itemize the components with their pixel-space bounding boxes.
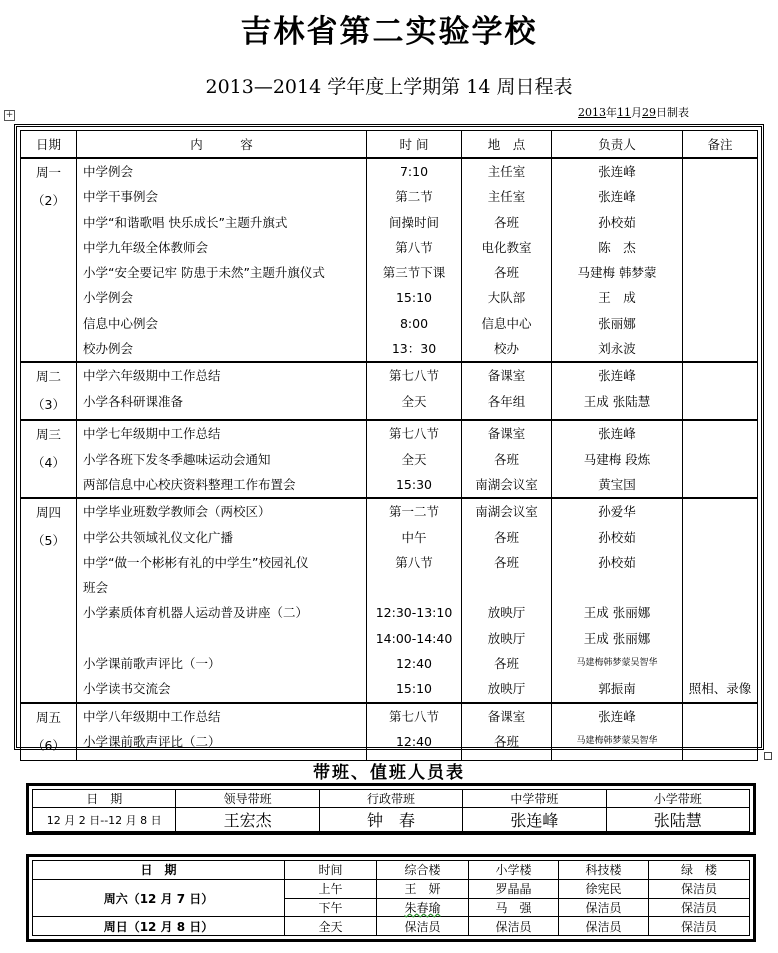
duty-date-range: 12 月 2 日--12 月 8 日: [33, 808, 176, 832]
schedule-time-line: 第八节: [395, 239, 433, 255]
weekend-cell: 下午: [285, 898, 377, 917]
schedule-person-line: 王成 张丽娜: [583, 605, 651, 621]
schedule-place-line: 各班: [493, 733, 519, 749]
weekend-header-building-1: 综合楼: [377, 861, 469, 880]
schedule-day-number: （2）: [32, 193, 65, 208]
schedule-person-cell: [552, 498, 683, 702]
schedule-table: [20, 130, 758, 761]
schedule-time-line: [367, 575, 461, 600]
schedule-content-line: 中学八年级期中工作总结: [83, 708, 221, 724]
schedule-time-line: 12:40: [395, 656, 433, 672]
schedule-person-line: 张连峰: [598, 164, 636, 179]
weekend-cell: 保洁员: [649, 879, 750, 898]
weekend-header-building-3: 科技楼: [559, 861, 649, 880]
schedule-content-line: 中学七年级期中工作总结: [83, 426, 221, 442]
schedule-person-line: 马建梅韩梦蒙吴智华: [576, 658, 658, 669]
schedule-time-line: 第七八节: [388, 426, 439, 442]
schedule-note-line: [683, 447, 757, 472]
schedule-note-line: [683, 499, 757, 524]
schedule-person-line: 张连峰: [598, 189, 636, 205]
duty-admin-name: 钟 春: [319, 808, 462, 832]
schedule-note-line: [683, 651, 757, 676]
schedule-content-cell: [77, 498, 367, 702]
header-content: 内 容: [77, 131, 367, 159]
schedule-time-line: 12:30-13:10: [375, 605, 453, 621]
schedule-note-line: [683, 184, 757, 209]
made-date: 2013年11月29日制表: [578, 106, 689, 119]
weekend-cell: 保洁员: [649, 917, 750, 936]
schedule-content-line: 班会: [83, 580, 109, 596]
schedule-person-line: 张连峰: [598, 708, 636, 724]
weekend-cell: 徐宪民: [559, 879, 649, 898]
schedule-day-cell: [21, 158, 77, 362]
schedule-person-cell: [552, 420, 683, 498]
schedule-note-line: [683, 575, 757, 600]
duty-header-middle: 中学带班: [463, 790, 606, 808]
schedule-person-line: 孙校茹: [598, 529, 636, 545]
schedule-content-line: 中学“做一个彬彬有礼的中学生”校园礼仪: [83, 554, 309, 570]
schedule-place-line: 电化教室: [481, 239, 532, 255]
schedule-person-line: 孙校茹: [598, 554, 636, 570]
schedule-content-line: 小学素质体育机器人运动普及讲座（二）: [83, 605, 309, 621]
schedule-place-line: 大队部: [487, 290, 526, 306]
schedule-time-line: 第三节下课: [382, 265, 446, 281]
schedule-content-line: 小学“安全要记牢 防患于未然”主题升旗仪式: [83, 265, 325, 281]
schedule-place-line: 主任室: [487, 164, 526, 179]
duty-header-date: 日 期: [33, 790, 176, 808]
schedule-person-line: 马建梅韩梦蒙吴智华: [576, 735, 658, 746]
schedule-day-row: [21, 362, 758, 420]
schedule-subtitle: 2013—2014 学年度上学期第 14 周日程表: [205, 76, 573, 98]
schedule-person-line: 黄宝国: [598, 476, 636, 492]
duty-table: [32, 789, 750, 832]
weekend-cell: 王 妍: [377, 879, 469, 898]
schedule-time-line: 第八节: [395, 554, 433, 570]
schedule-place-cell: [462, 498, 552, 702]
schedule-content-cell: [77, 420, 367, 498]
schedule-place-cell: [462, 158, 552, 362]
header-time: 时 间: [367, 131, 462, 159]
schedule-time-line: 15:30: [395, 476, 433, 492]
schedule-person-line: 张连峰: [598, 426, 636, 442]
schedule-content-line: 中学毕业班数学教师会（两校区）: [83, 504, 271, 520]
schedule-content-line: 校办例会: [83, 341, 134, 357]
schedule-time-line: 13：30: [391, 341, 437, 357]
header-place: 地 点: [462, 131, 552, 159]
schedule-person-line: 王成 张丽娜: [583, 630, 651, 646]
schedule-day-cell: [21, 420, 77, 498]
schedule-content-line: 中学公共领域礼仪文化广播: [83, 529, 234, 545]
schedule-time-cell: [367, 158, 462, 362]
schedule-note-line: [683, 550, 757, 575]
schedule-note-line: [683, 235, 757, 260]
schedule-time-cell: [367, 703, 462, 761]
weekend-sunday-label: 周日（12 月 8 日）: [33, 917, 285, 936]
weekend-cell: 全天: [285, 917, 377, 936]
schedule-note-line: [683, 600, 757, 625]
weekend-sat-am-row: [33, 879, 750, 898]
schedule-content-cell: [77, 158, 367, 362]
duty-header-admin: 行政带班: [319, 790, 462, 808]
schedule-content-line: 小学各班下发冬季趣味运动会通知: [83, 451, 271, 467]
header-date: 日期: [21, 131, 77, 159]
schedule-person-cell: [552, 362, 683, 420]
schedule-place-line: 各年组: [487, 393, 526, 409]
table-move-handle-icon[interactable]: +: [5, 110, 14, 120]
schedule-note-cell: [683, 498, 758, 702]
schedule-content-cell: [77, 703, 367, 761]
schedule-person-line: 张连峰: [598, 368, 636, 384]
schedule-person-line: 郭振南: [598, 681, 636, 697]
schedule-note-cell: [683, 158, 758, 362]
schedule-time-line: 全天: [401, 451, 427, 467]
schedule-person-line: 孙校茹: [598, 214, 636, 230]
schedule-place-line: 放映厅: [487, 630, 526, 646]
schedule-place-line: 各班: [493, 529, 519, 545]
schedule-place-line: 各班: [493, 554, 519, 570]
schedule-day-label: 周二: [35, 369, 61, 385]
schedule-time-line: 全天: [401, 393, 427, 409]
schedule-person-line: 马建梅 韩梦蒙: [577, 265, 657, 281]
schedule-day-label: 周三: [35, 427, 61, 443]
schedule-note-line: [683, 285, 757, 310]
weekend-cell: 马 强: [469, 898, 559, 917]
schedule-person-line: 孙爱华: [598, 504, 636, 520]
schedule-time-line: 15:10: [395, 290, 433, 306]
schedule-content-line: 小学读书交流会: [83, 681, 171, 697]
schedule-place-cell: [462, 362, 552, 420]
schedule-place-line: 主任室: [487, 189, 526, 205]
schedule-note-line: [683, 159, 757, 184]
schedule-person-line: 王成 张陆慧: [583, 393, 651, 409]
schedule-place-cell: [462, 703, 552, 761]
schedule-day-row: [21, 420, 758, 498]
weekend-saturday-label: 周六（12 月 7 日）: [33, 879, 285, 917]
schedule-time-cell: [367, 420, 462, 498]
duty-table-title: 带班、值班人员表: [313, 763, 465, 783]
schedule-place-line: 各班: [493, 214, 519, 230]
schedule-place-line: 备课室: [487, 426, 526, 442]
schedule-content-line: 中学六年级期中工作总结: [83, 368, 221, 384]
schedule-content-line: 小学课前歌声评比（一）: [83, 656, 221, 672]
schedule-time-line: 第二节: [395, 189, 433, 205]
duty-leader-name: 王宏杰: [176, 808, 319, 832]
weekend-cell: 朱春瑜: [377, 898, 469, 917]
weekend-header-row: [33, 861, 750, 880]
schedule-note-line: [683, 626, 757, 651]
schedule-day-row: [21, 158, 758, 362]
schedule-day-cell: [21, 362, 77, 420]
weekend-cell: 保洁员: [377, 917, 469, 936]
schedule-note-cell: [683, 703, 758, 761]
duty-header-primary: 小学带班: [606, 790, 749, 808]
schedule-person-line: 刘永波: [598, 341, 636, 357]
duty-value-row: [33, 808, 750, 832]
duty-header-leader: 领导带班: [176, 790, 319, 808]
schedule-note-line: [683, 525, 757, 550]
schedule-place-line: 信息中心: [481, 315, 532, 331]
schedule-content-line: 小学各科研课准备: [83, 393, 184, 409]
schedule-person-line: [552, 575, 682, 600]
schedule-day-label: 周一: [35, 165, 61, 180]
schedule-place-line: 放映厅: [487, 681, 526, 697]
schedule-content-line: 小学课前歌声评比（二）: [83, 733, 221, 749]
header-person: 负责人: [552, 131, 683, 159]
weekend-header-time: 时间: [285, 861, 377, 880]
schedule-time-line: 14:00-14:40: [375, 630, 453, 646]
schedule-time-line: 7:10: [399, 164, 429, 179]
schedule-time-line: 15:10: [395, 681, 433, 697]
duty-primary-name: 张陆慧: [606, 808, 749, 832]
schedule-note-line: [683, 260, 757, 285]
schedule-place-line: 备课室: [487, 708, 526, 724]
schedule-time-cell: [367, 362, 462, 420]
schedule-note-line: [683, 704, 757, 729]
schedule-place-line: 各班: [493, 656, 519, 672]
schedule-time-line: 第一二节: [388, 504, 439, 520]
schedule-note-line: [683, 210, 757, 235]
schedule-content-line: 信息中心例会: [83, 315, 159, 331]
schedule-time-line: 中午: [401, 529, 427, 545]
schedule-place-line: 南湖会议室: [475, 504, 538, 520]
schedule-day-label: 周四: [35, 505, 61, 521]
schedule-day-cell: [21, 498, 77, 702]
schedule-person-line: 马建梅 段炼: [583, 451, 651, 467]
schedule-time-cell: [367, 498, 462, 702]
schedule-note-line: [683, 336, 757, 361]
weekend-cell: 上午: [285, 879, 377, 898]
schedule-day-cell: [21, 703, 77, 761]
weekend-cell: 保洁员: [559, 898, 649, 917]
header-note: 备注: [683, 131, 758, 159]
schedule-note-line: [683, 729, 757, 754]
schedule-day-row: [21, 703, 758, 761]
schedule-time-line: 8:00: [399, 315, 429, 331]
schedule-time-line: 第七八节: [388, 368, 439, 384]
schedule-place-line: 备课室: [487, 368, 526, 384]
schedule-note-cell: [683, 362, 758, 420]
schedule-person-line: 陈 杰: [598, 239, 636, 255]
duty-header-row: [33, 790, 750, 808]
schedule-place-cell: [462, 420, 552, 498]
schedule-content-cell: [77, 362, 367, 420]
school-title: 吉林省第二实验学校: [240, 14, 538, 50]
schedule-place-line: 校办: [493, 341, 519, 357]
schedule-note-cell: [683, 420, 758, 498]
schedule-note-line: [683, 472, 757, 497]
schedule-header-row: [21, 131, 758, 159]
weekend-header-building-4: 绿 楼: [649, 861, 750, 880]
weekend-duty-table: [32, 860, 750, 936]
weekend-cell: 保洁员: [469, 917, 559, 936]
schedule-person-line: 张丽娜: [598, 315, 636, 331]
schedule-note-line: [683, 363, 757, 388]
weekend-table-frame: [26, 854, 756, 942]
schedule-day-number: （5）: [32, 533, 65, 549]
schedule-person-line: 王 成: [598, 290, 636, 306]
schedule-note-line: [683, 421, 757, 446]
schedule-day-label: 周五: [35, 709, 61, 725]
weekend-sun-row: [33, 917, 750, 936]
schedule-content-line: [77, 626, 366, 651]
schedule-note-line: [683, 389, 757, 414]
schedule-day-number: （6）: [32, 737, 65, 753]
schedule-time-line: 间操时间: [388, 214, 439, 230]
schedule-place-line: 各班: [493, 451, 519, 467]
weekend-header-building-2: 小学楼: [469, 861, 559, 880]
schedule-content-line: 中学干事例会: [83, 189, 159, 205]
schedule-place-line: [462, 575, 551, 600]
weekend-cell: 保洁员: [559, 917, 649, 936]
schedule-content-line: 中学例会: [83, 164, 134, 179]
schedule-content-line: 中学九年级全体教师会: [83, 239, 209, 255]
schedule-content-line: 中学“和谐歌唱 快乐成长”主题升旗式: [83, 214, 288, 230]
schedule-content-line: 两部信息中心校庆资料整理工作布置会: [83, 476, 296, 492]
schedule-person-cell: [552, 703, 683, 761]
weekend-cell: 保洁员: [649, 898, 750, 917]
schedule-content-line: 小学例会: [83, 290, 134, 306]
duty-middle-name: 张连峰: [463, 808, 606, 832]
duty-table-frame: [26, 783, 756, 835]
schedule-day-row: [21, 498, 758, 702]
schedule-table-frame: [14, 124, 764, 753]
schedule-person-cell: [552, 158, 683, 362]
schedule-place-line: 各班: [493, 265, 519, 281]
weekend-cell: 罗晶晶: [469, 879, 559, 898]
schedule-note-line: [683, 311, 757, 336]
schedule-day-number: （3）: [32, 397, 65, 413]
schedule-place-line: 放映厅: [487, 605, 526, 621]
schedule-note-line: 照相、录像: [688, 681, 752, 697]
schedule-time-line: 第七八节: [388, 708, 439, 724]
weekend-header-date: 日 期: [33, 861, 285, 880]
schedule-time-line: 12:40: [395, 733, 433, 749]
schedule-day-number: （4）: [32, 455, 65, 471]
schedule-place-line: 南湖会议室: [475, 476, 538, 492]
